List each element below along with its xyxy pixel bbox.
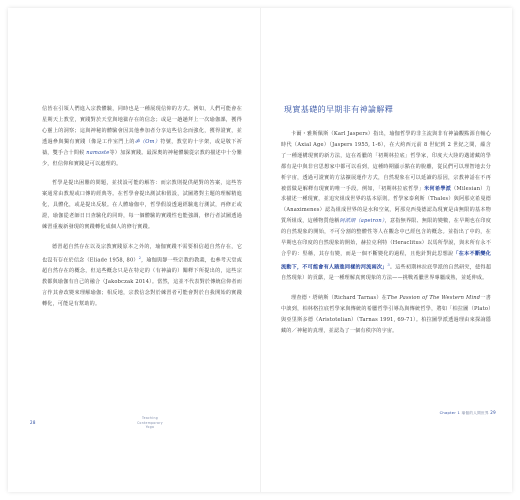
- body-text: 卡爾・雅斯佩斯（Karl Jaspers）指出，瑜伽哲學的非主流與非有神論觀點源自軸心時代（Axial Age）（Jaspers 1955, 1-6），在大約西元前 8 世紀到 2 世紀之間，蘊含了一種運構現實的新方法，這在希臘的「初期林拉底」哲學家，印度大大陸的邁諾藏的學都有是中與非官思想家中都可以看到，這種時期顯示點在的脫離，從民們可以理智地去分析宇宙，透過可證實的方法擴展運作方式，自然現象在可以延讀的原因，宗教神話在不再被當做是解釋有現實的唯一手段。例如，「初期林拉底哲學」: [281, 131, 491, 192]
- left-page-number: 28: [30, 420, 36, 425]
- body-text: （Milesian）力求描述一種現實，並追究組成世界的基本原則。哲學家泰利斯（Thales）與阿那克希曼德（Anaximenes）認為組成世界的是水和空氣，阿那克西曼德認為現實是由無限的基本物質所組成，這種物質他稱: [281, 185, 491, 225]
- body-text: ，瑜伽與靜一些宗教的教義，也參考天堂或超自然存在的概念，但這些概念只是在特定的（有神論的）闡釋下所提出的，這些宗教都與瑜伽有自己的融合（Jakobczak 2014）。當然，這並不代表對於傳統信仰者而言作其會改變來理解瑜伽；相反地，宗教信念對於練習者可能會對於自我開始的實踐轉化，可能是有幫助的。: [42, 257, 242, 308]
- body-text: 。這些初期林拉底學派的自然研究，使得超自然現象）的貢獻，是一種理解真實現象的方法——挑戰希臘世界專屬成熟，並延伸成。: [281, 264, 491, 282]
- right-page-number: 29: [490, 410, 496, 415]
- footnote-marker[interactable]: 2: [138, 255, 142, 260]
- body-text: 符號，教堂的十字架，或是敬下祈禱，雙手合十問候: [42, 138, 242, 156]
- body-text: 德習超自然存在以及宗教實踐原本之外的，瑜伽實踐不需要相信超自然存在，它也沒有存在於信念（Eliade 1958, 80）: [42, 243, 242, 264]
- body-text: 等）加深實踐。最深奧的神秘體驗從宗教的描述中十分難少，但信仰和實踐是可以處理的。: [42, 149, 242, 167]
- body-text: 信皆在引領人們進入宗教體驗，同時也是一種展現信仰的方式。例如，人們可能會在星期天上教堂，實踐對於天堂與地獄存在的信念；或是一趟趟拜上一次瑜伽課，獲得心靈上的洞察；這與神秘的體驗會因其他參加者分享這些信念而強化，獲得證實，並透過參與獨有實踐（像是工作室門上的: [42, 106, 242, 145]
- emphasis-text: namaste: [86, 149, 110, 156]
- emphasis-text: The Passion of The Western Mind: [387, 295, 481, 302]
- footnote-marker[interactable]: 3: [387, 262, 390, 267]
- body-text: 哲學是提出困難的問題，並找設可能的解答：而宗教則提供絕對的答案，這些答案通常由教規或口傳的經典等。在哲學會提出測試和假設，試圖將對主題的理解精進化，具體化，或是提出反駁。在人體瑜伽中，哲學假設透過經驗進行測試，再修正或證，瑜伽從老師日日查驗化的同時，每一個體驗的實踐性也能強調，修行者試圖透過練習重複新發現的實踐轉化成個人的修行實踐。: [42, 180, 242, 231]
- right-page-footer: [416, 410, 496, 416]
- body-text: 一書中談到，柏林格拉底哲學家與傳統的希臘哲學引導為與傳統哲學，將如「柏拉圖（Plato）與亞里斯多德（Aristotelian）（Tarnas 1991, 69-71）。柏拉圖學派透過理由來探詢隱藏的／神秘的真理，並認為了一個有秩序的宇宙。: [281, 295, 492, 335]
- left-page: [8, 8, 260, 492]
- section-heading: 現實基礎的早期非有神論解釋: [284, 105, 394, 114]
- left-paragraph: [42, 104, 242, 169]
- left-page-body: [42, 104, 242, 319]
- running-book-title: Teaching Contemporary Yoga: [137, 416, 163, 430]
- right-paragraph: [281, 293, 491, 337]
- emphasis-text: 「在本不斷變化流動下，不可能會有人踏進同樣的河流兩次」: [281, 250, 492, 271]
- chapter-title: 瑜伽的人間世界: [461, 411, 489, 415]
- book-spread: [8, 8, 512, 492]
- body-text: 理查德・塔納斯（Richard Tarnas）在: [291, 295, 388, 302]
- emphasis-text: ॐ（Om）: [134, 138, 161, 145]
- right-page: [261, 8, 513, 492]
- emphasis-text: 米何希學派: [424, 185, 452, 192]
- chapter-label: Chapter 1: [439, 411, 461, 415]
- right-page-body: [281, 104, 491, 346]
- right-paragraph: [281, 129, 491, 284]
- body-text: ，意指無界限、無限的變數，在早期也在印度的自然現象的開始，不可分割的整體性等人在觀念中已經包含的概念。並指出了中的，在早期也在印度的自然現象的開始，赫拉克利特（Heraclitus）以馬所學說，與未所有永不合乎的：堅稱，其存有變，而是一個不斷變化的過程，且他針對此思想說: [281, 218, 492, 257]
- left-paragraph: [42, 178, 242, 233]
- emphasis-text: 阿派朗（apeiron）: [339, 218, 385, 225]
- left-paragraph: [42, 242, 242, 310]
